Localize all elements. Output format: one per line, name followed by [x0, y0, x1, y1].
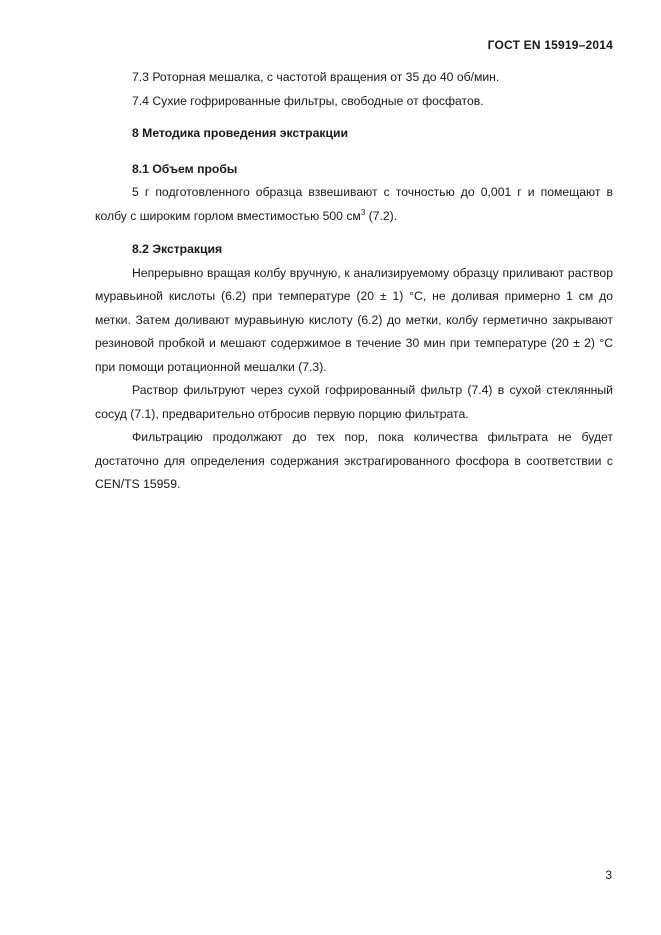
- section-8-1-text-end: (7.2).: [365, 208, 398, 223]
- superscript: 3: [360, 207, 366, 217]
- section-8-2-heading: 8.2 Экстракция: [132, 242, 223, 256]
- section-8-heading: 8 Методика проведения экстракции: [132, 126, 348, 140]
- section-8-2-paragraph-1: Непрерывно вращая колбу вручную, к анализируемому образцу приливают раствор муравьиной кислоты (6.2) при температуре (20 ± 1) °С, не доливая примерно 1 см до метки. Затем доливают муравьиную кислоту (6.2) до метки, колбу герметично закрывают резиновой пробкой и мешают содержимое в течение 30 мин при температуре (20 ± 2) °С при помощи ротационной мешалки (7.3).: [95, 265, 613, 374]
- section-8-2-paragraph-3: Фильтрацию продолжают до тех пор, пока количества фильтрата не будет достаточно для определения содержания экстрагированного фосфора в соответствии с CEN/TS 15959.: [95, 430, 613, 491]
- item-7-4: 7.4 Сухие гофрированные фильтры, свободные от фосфатов.: [132, 93, 484, 108]
- page-number: 3: [605, 868, 612, 882]
- section-8-2-paragraph-2: Раствор фильтруют через сухой гофрированный фильтр (7.4) в сухой стеклянный сосуд (7.1), предварительно отбросив первую порцию фильтрата.: [95, 383, 613, 421]
- section-8-1-paragraph: [95, 181, 613, 228]
- section-8-1-heading: 8.1 Объем пробы: [132, 161, 238, 176]
- item-7-3: 7.3 Роторная мешалка, с частотой вращения от 35 до 40 об/мин.: [132, 70, 500, 84]
- section-8-1-text: 5 г подготовленного образца взвешивают с точностью до 0,001 г и помещают в колбу с широким горлом вместимостью 500 см: [95, 185, 613, 223]
- document-body: [95, 66, 613, 497]
- document-code: ГОСТ EN 15919–2014: [487, 38, 613, 52]
